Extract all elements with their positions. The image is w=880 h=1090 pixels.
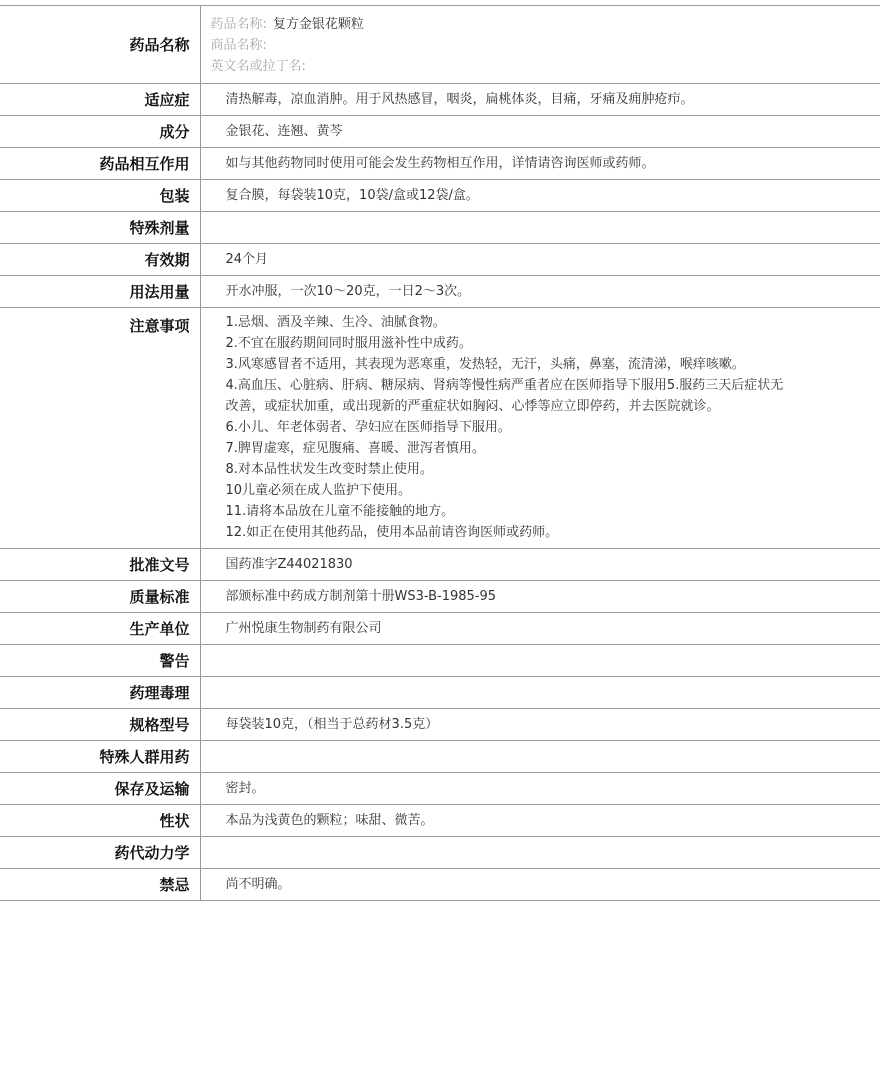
label-validity: 有效期 [0,244,200,276]
row-manufacturer [0,613,880,645]
row-appearance [0,805,880,837]
note-item: 4.高血压、心脏病、肝病、糖尿病、肾病等慢性病严重者应在医师指导下服用5.服药三天后症状无改善，或症状加重，或出现新的严重症状如胸闷、心悸等应立即停药，并去医院就诊。 [225,378,784,414]
value-special-dose [200,212,880,244]
name-block [200,6,880,84]
label-appearance: 性状 [0,805,200,837]
label-special-dose: 特殊剂量 [0,212,200,244]
row-approval [0,549,880,581]
value-interaction: 如与其他药物同时使用可能会发生药物相互作用，详情请咨询医师或药师。 [225,156,655,171]
trade-name-key: 商品名称: [210,38,267,53]
label-manufacturer: 生产单位 [0,613,200,645]
value-ingredients: 金银花、连翘、黄芩 [225,124,343,139]
label-notes: 注意事项 [0,308,200,549]
row-toxicology [0,677,880,709]
label-special-population: 特殊人群用药 [0,741,200,773]
row-validity [0,244,880,276]
row-special-population [0,741,880,773]
value-special-population [200,741,880,773]
row-packaging [0,180,880,212]
note-item: 11.请将本品放在儿童不能接触的地方。 [225,504,455,519]
label-indication: 适应症 [0,84,200,116]
note-item: 3.风寒感冒者不适用，其表现为恶寒重，发热轻，无汗，头痛，鼻塞，流清涕，喉痒咳嗽。 [225,357,745,372]
value-standard: 部颁标准中药成方制剂第十册WS3-B-1985-95 [225,589,497,604]
row-notes [0,308,880,549]
label-usage: 用法用量 [0,276,200,308]
row-drug-name [0,6,880,84]
value-notes [200,308,880,549]
label-approval: 批准文号 [0,549,200,581]
value-indication: 清热解毒，凉血消肿。用于风热感冒，咽炎，扁桃体炎，目痛，牙痛及痈肿疮疖。 [225,92,694,107]
label-pharmacokinetics: 药代动力学 [0,837,200,869]
label-contraindication: 禁忌 [0,869,200,901]
value-pharmacokinetics [200,837,880,869]
value-spec: 每袋装10克，（相当于总药材3.5克） [225,717,439,732]
value-storage: 密封。 [225,781,265,796]
label-ingredients: 成分 [0,116,200,148]
label-warning: 警告 [0,645,200,677]
note-item: 10儿童必须在成人监护下使用。 [225,483,412,498]
row-pharmacokinetics [0,837,880,869]
value-validity: 24个月 [225,252,269,267]
label-standard: 质量标准 [0,581,200,613]
generic-name-line [211,14,873,35]
note-item: 12.如正在使用其他药品，使用本品前请咨询医师或药师。 [225,525,559,540]
note-item: 6.小儿、年老体弱者、孕妇应在医师指导下服用。 [225,420,511,435]
value-usage: 开水冲服，一次10～20克，一日2～3次。 [225,284,471,299]
label-interaction: 药品相互作用 [0,148,200,180]
label-packaging: 包装 [0,180,200,212]
row-indication [0,84,880,116]
note-item: 7.脾胃虚寒，症见腹痛、喜暖、泄泻者慎用。 [225,441,485,456]
row-standard [0,581,880,613]
generic-name-key: 药品名称: [210,17,267,32]
row-storage [0,773,880,805]
label-drug-name: 药品名称 [0,6,200,84]
row-interaction [0,148,880,180]
note-item: 8.对本品性状发生改变时禁止使用。 [225,462,433,477]
value-approval: 国药准字Z44021830 [225,557,353,572]
latin-name-key: 英文名或拉丁名: [210,59,306,74]
row-spec [0,709,880,741]
value-packaging: 复合膜，每袋装10克，10袋/盒或12袋/盒。 [225,188,479,203]
row-ingredients [0,116,880,148]
drug-spec-table [0,5,880,901]
note-item: 1.忌烟、酒及辛辣、生冷、油腻食物。 [225,315,446,330]
label-spec: 规格型号 [0,709,200,741]
row-special-dose [0,212,880,244]
value-toxicology [200,677,880,709]
value-appearance: 本品为浅黄色的颗粒；味甜、微苦。 [225,813,434,828]
note-item: 2.不宜在服药期间同时服用滋补性中成药。 [225,336,472,351]
label-storage: 保存及运输 [0,773,200,805]
generic-name-value: 复方金银花颗粒 [272,17,364,32]
value-warning [200,645,880,677]
trade-name-line [211,35,873,56]
row-usage [0,276,880,308]
row-contraindication [0,869,880,901]
label-toxicology: 药理毒理 [0,677,200,709]
value-contraindication: 尚不明确。 [225,877,291,892]
row-warning [0,645,880,677]
value-manufacturer: 广州悦康生物制药有限公司 [225,621,382,636]
latin-name-line [211,56,873,77]
